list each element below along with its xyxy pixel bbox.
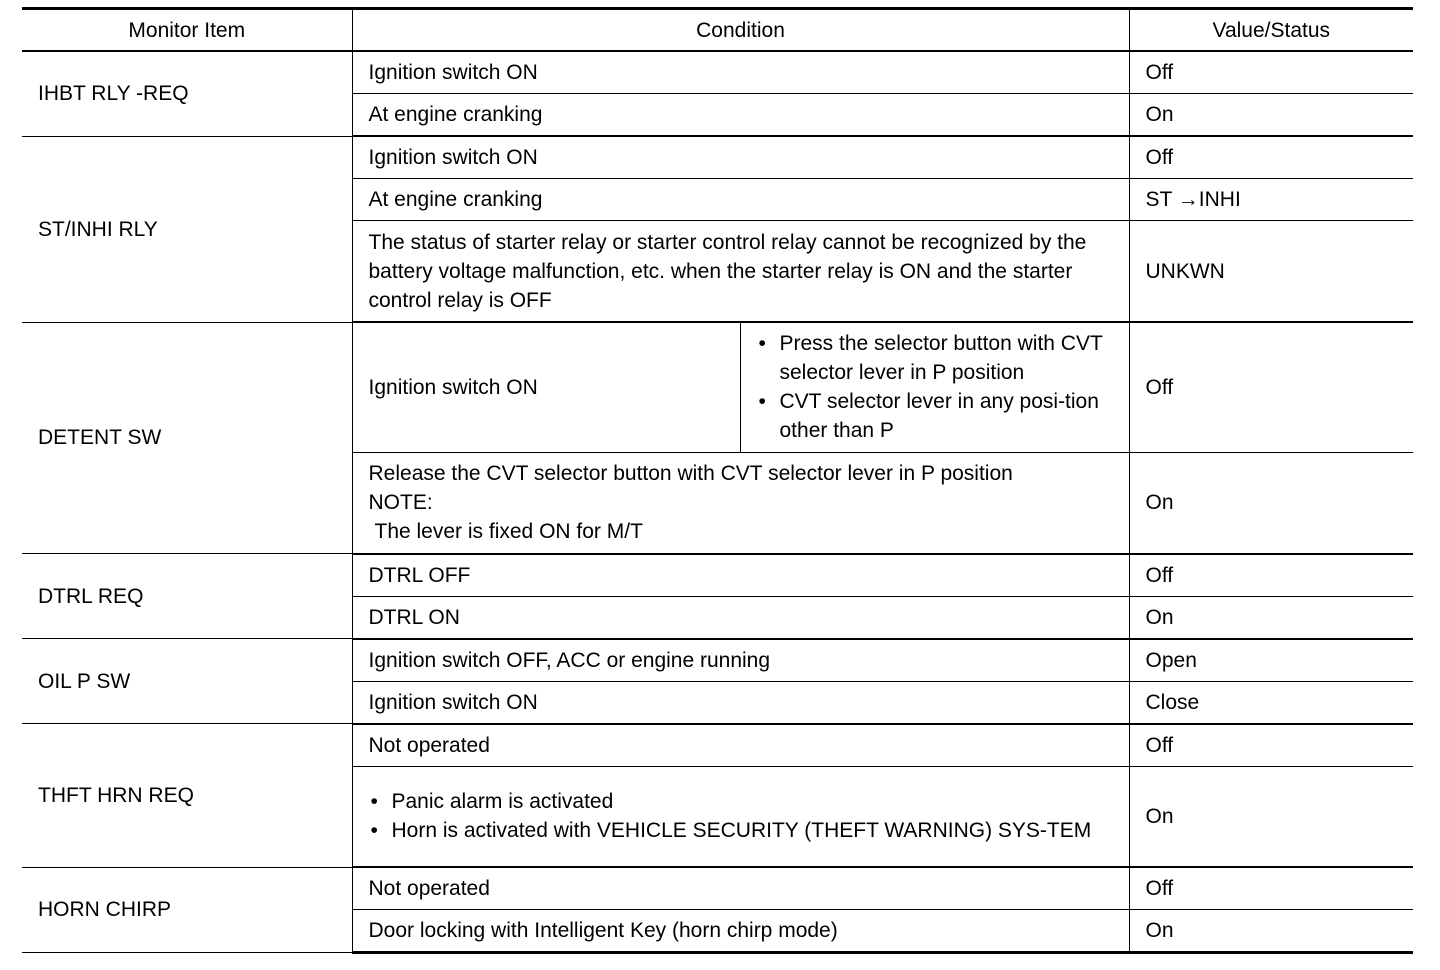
condition-cell: Ignition switch ON <box>352 681 1129 724</box>
monitor-item-ihbt-rly-req: IHBT RLY -REQ <box>22 51 352 136</box>
condition-bullet-list <box>757 329 1115 445</box>
value-cell: Off <box>1129 724 1413 767</box>
value-cell: On <box>1129 94 1413 137</box>
monitor-item-dtrl-req: DTRL REQ <box>22 554 352 639</box>
condition-cell: Door locking with Intelligent Key (horn chirp mode) <box>352 910 1129 953</box>
condition-cell: Not operated <box>352 867 1129 910</box>
condition-detail-cell <box>740 322 1129 452</box>
table-row <box>22 554 1413 597</box>
condition-cell: Ignition switch ON <box>352 136 1129 179</box>
condition-cell <box>352 452 1129 554</box>
value-cell: Off <box>1129 322 1413 452</box>
table-row <box>22 639 1413 682</box>
condition-cell <box>352 766 1129 867</box>
monitor-item-table <box>22 7 1413 954</box>
condition-bullet-list <box>369 787 1115 845</box>
table-row <box>22 867 1413 910</box>
condition-cell: Ignition switch OFF, ACC or engine running <box>352 639 1129 682</box>
condition-cell: Ignition switch ON <box>352 51 1129 94</box>
condition-text: Release the CVT selector button with CVT selector lever in P position <box>368 462 1013 485</box>
condition-cell: The status of starter relay or starter control relay cannot be recognized by the battery voltage malfunction, etc. when the starter relay is ON and the starter control relay is OFF <box>352 221 1129 323</box>
bullet-item: • Panic alarm is activated <box>369 787 1115 816</box>
monitor-item-st-inhi-rly: ST/INHI RLY <box>22 136 352 322</box>
value-cell: On <box>1129 596 1413 639</box>
table-row <box>22 136 1413 179</box>
monitor-item-thft-hrn-req: THFT HRN REQ <box>22 724 352 868</box>
condition-cell: At engine cranking <box>352 179 1129 221</box>
condition-cell: At engine cranking <box>352 94 1129 137</box>
value-cell: Off <box>1129 867 1413 910</box>
value-cell: Close <box>1129 681 1413 724</box>
monitor-item-horn-chirp: HORN CHIRP <box>22 867 352 953</box>
note-text: The lever is fixed ON for M/T <box>374 520 643 543</box>
value-cell: Off <box>1129 554 1413 597</box>
condition-cell: Ignition switch ON <box>352 322 740 452</box>
value-cell: On <box>1129 766 1413 867</box>
condition-cell: DTRL ON <box>352 596 1129 639</box>
bullet-item: • Press the selector button with CVT selector lever in P position <box>757 329 1115 387</box>
value-cell: Open <box>1129 639 1413 682</box>
bullet-item: • Horn is activated with VEHICLE SECURITY (THEFT WARNING) SYS-TEM <box>369 816 1115 845</box>
bullet-item: • CVT selector lever in any posi-tion other than P <box>757 387 1115 445</box>
header-monitor-item: Monitor Item <box>22 9 352 52</box>
value-cell: Off <box>1129 136 1413 179</box>
header-value-status: Value/Status <box>1129 9 1413 52</box>
value-cell: On <box>1129 452 1413 554</box>
table-header-row <box>22 9 1413 52</box>
monitor-item-detent-sw: DETENT SW <box>22 322 352 554</box>
condition-cell: DTRL OFF <box>352 554 1129 597</box>
table-row <box>22 724 1413 767</box>
table-row <box>22 322 1413 452</box>
value-cell: Off <box>1129 51 1413 94</box>
table-row <box>22 51 1413 94</box>
condition-cell: Not operated <box>352 724 1129 767</box>
header-condition: Condition <box>352 9 1129 52</box>
note-label: NOTE: <box>368 491 433 514</box>
value-cell: UNKWN <box>1129 221 1413 323</box>
value-cell: On <box>1129 910 1413 953</box>
monitor-item-oil-p-sw: OIL P SW <box>22 639 352 724</box>
value-cell: ST →INHI <box>1129 179 1413 221</box>
